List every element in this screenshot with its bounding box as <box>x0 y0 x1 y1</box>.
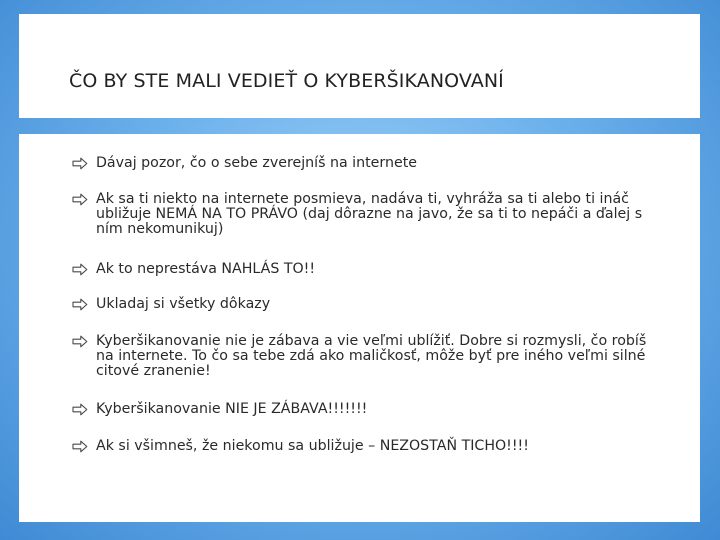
bullet-item <box>72 402 662 417</box>
arrow-right-icon <box>72 298 88 311</box>
bullet-text: Ak to neprestáva NAHLÁS TO!! <box>96 261 316 277</box>
arrow-right-icon <box>72 403 88 416</box>
arrow-right-icon <box>72 193 88 206</box>
arrow-right-icon <box>72 335 88 348</box>
bullet-text: Kyberšikanovanie nie je zábava a vie veľmi ublížiť. Dobre si rozmysli, čo robíš na internete. To čo sa tebe zdá ako maličkosť, môže byť pre iného veľmi silné citové zranenie! <box>96 333 647 379</box>
bullet-item <box>72 192 662 237</box>
bullet-text: Dávaj pozor, čo o sebe zverejníš na internete <box>96 155 417 171</box>
content-panel <box>19 134 700 522</box>
bullet-item <box>72 156 662 171</box>
arrow-right-icon <box>72 263 88 276</box>
bullet-text: Ak si všimneš, že niekomu sa ubližuje – NEZOSTAŇ TICHO!!!! <box>96 438 529 454</box>
bullet-item <box>72 439 662 454</box>
bullet-item <box>72 334 662 379</box>
bullet-text: Kyberšikanovanie NIE JE ZÁBAVA!!!!!!! <box>96 401 368 417</box>
bullet-item <box>72 297 662 312</box>
bullet-item <box>72 262 662 277</box>
title-panel <box>19 14 700 118</box>
arrow-right-icon <box>72 157 88 170</box>
bullet-text: Ak sa ti niekto na internete posmieva, nadáva ti, vyhráža sa ti alebo ti ináč ubližuje NEMÁ NA TO PRÁVO (daj dôrazne na javo, že sa ti to nepáči a ďalej s ním nekomunikuj) <box>96 191 643 237</box>
bullet-text: Ukladaj si všetky dôkazy <box>96 296 271 312</box>
slide-title: ČO BY STE MALI VEDIEŤ O KYBERŠIKANOVANÍ <box>69 70 504 92</box>
arrow-right-icon <box>72 440 88 453</box>
